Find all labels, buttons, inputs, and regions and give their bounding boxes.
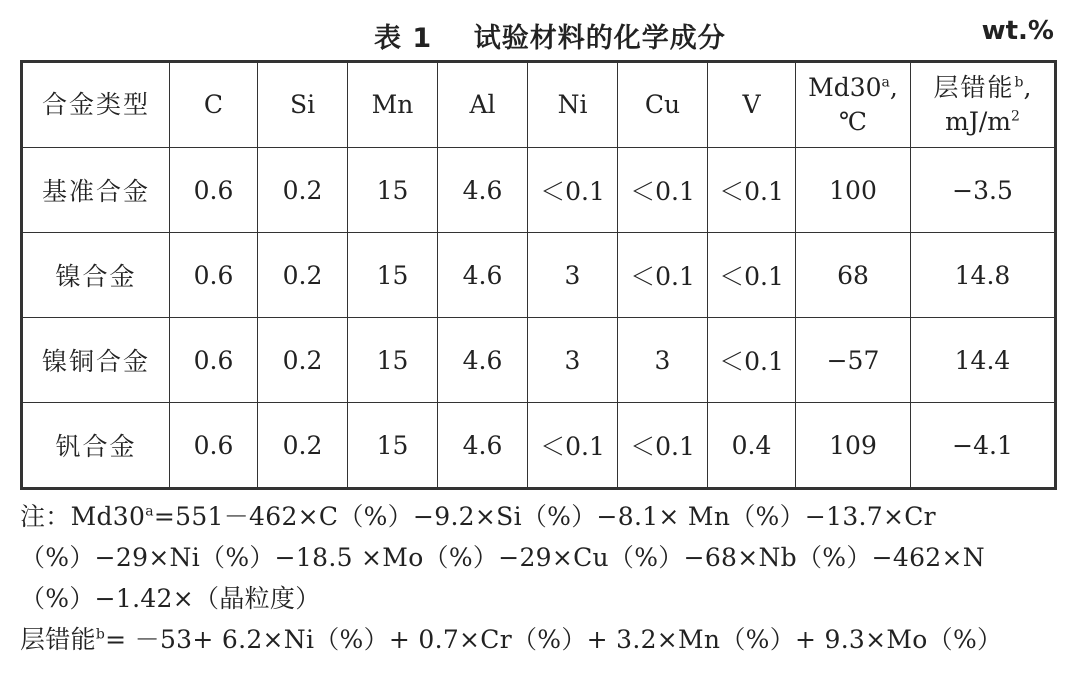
table-row [22,233,1056,318]
header-mn: Mn [348,62,438,148]
alloy-name: 钒合金 [22,403,170,489]
header-al: Al [438,62,528,148]
cell: 68 [796,233,911,318]
cell: 15 [348,318,438,403]
cell: 100 [796,148,911,233]
cell: 0.6 [170,318,258,403]
title-row [0,10,1080,54]
cell: 0.6 [170,233,258,318]
cell: ＜0.1 [708,233,796,318]
header-cu: Cu [618,62,708,148]
alloy-name: 镍铜合金 [22,318,170,403]
cell: 0.6 [170,403,258,489]
header-ni: Ni [528,62,618,148]
note-line-3: （%）−1.42×（晶粒度） [20,584,321,613]
header-sfe: 层错能$^b$, $mJ/m^2$ [911,62,1056,148]
cell: 15 [348,403,438,489]
cell: 0.2 [258,148,348,233]
cell: 0.2 [258,233,348,318]
cell: 3 [528,233,618,318]
header-v: V [708,62,796,148]
header-c: C [170,62,258,148]
cell: ＜0.1 [528,403,618,489]
note-line-2: （%）−29×Ni（%）−18.5 ×Mo（%）−29×Cu（%）−68×Nb（%）−462×N [20,543,985,572]
alloy-name: 基准合金 [22,148,170,233]
cell: ＜0.1 [708,148,796,233]
cell: 14.4 [911,318,1056,403]
header-md30: Md30$^a$, ℃ [796,62,911,148]
cell: 15 [348,233,438,318]
cell: 4.6 [438,318,528,403]
cell: 0.4 [708,403,796,489]
table-title: 表 1 试验材料的化学成分 [374,23,726,54]
cell: −3.5 [911,148,1056,233]
cell: 0.2 [258,318,348,403]
cell: 4.6 [438,148,528,233]
cell: ＜0.1 [708,318,796,403]
composition-table [20,60,1057,490]
header-row [22,62,1056,148]
table-row [22,318,1056,403]
cell: 0.2 [258,403,348,489]
cell: 0.6 [170,148,258,233]
header-alloy-type: 合金类型 [22,62,170,148]
cell: 4.6 [438,403,528,489]
cell: ＜0.1 [618,403,708,489]
cell: 3 [618,318,708,403]
header-si: Si [258,62,348,148]
alloy-name: 镍合金 [22,233,170,318]
cell: ＜0.1 [618,233,708,318]
table-row [22,148,1056,233]
cell: −4.1 [911,403,1056,489]
note-line-1: 注：$Md30^a=551-462\times C(\%)-9.2\times Si(\%)-8.1\times Mn(\%)-13.7\times Cr$ [20,502,936,531]
table-notes [20,496,1064,660]
cell: −57 [796,318,911,403]
unit-label: wt.% [981,16,1054,46]
cell: 14.8 [911,233,1056,318]
cell: 3 [528,318,618,403]
table-row [22,403,1056,489]
cell: 4.6 [438,233,528,318]
note-line-4: 层错能$^b$= －53+ 6.2×Ni（%）+ 0.7×Cr（%）+ 3.2×Mn（%）+ 9.3×Mo（%） [20,625,1003,654]
cell: 15 [348,148,438,233]
cell: 109 [796,403,911,489]
cell: ＜0.1 [528,148,618,233]
cell: ＜0.1 [618,148,708,233]
